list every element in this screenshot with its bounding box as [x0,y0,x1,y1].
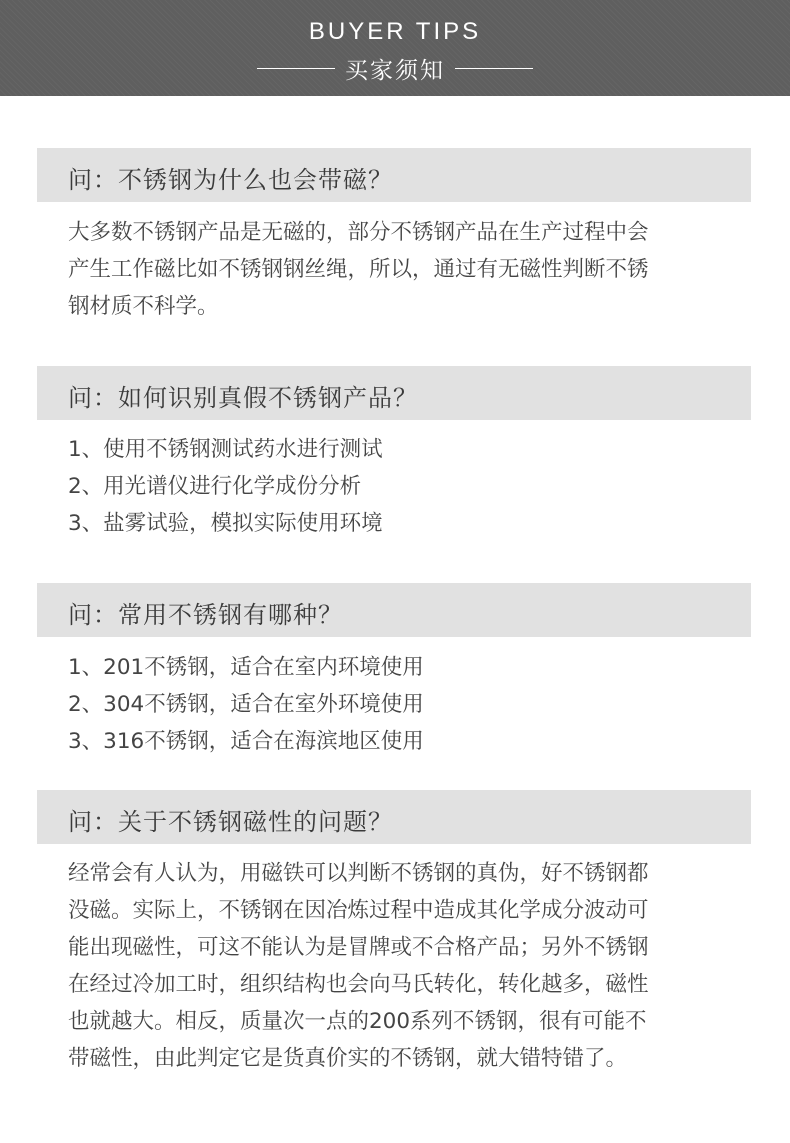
right-divider-line [455,68,533,69]
answer-line: 1、使用不锈钢测试药水进行测试 [68,437,383,462]
left-divider-line [257,68,335,69]
answer-line: 没磁。实际上，不锈钢在因冶炼过程中造成其化学成分波动可 [68,898,649,923]
answer-common-types [68,649,708,760]
question-bar-magnetism [37,148,751,202]
answer-line: 产生工作磁比如不锈钢钢丝绳，所以，通过有无磁性判断不锈 [68,257,649,282]
answer-line: 钢材质不科学。 [68,294,219,319]
answer-line: 带磁性，由此判定它是货真价实的不锈钢，就大错特错了。 [68,1046,628,1071]
answer-line: 1、201不锈钢，适合在室内环境使用 [68,655,424,680]
answer-line: 2、用光谱仪进行化学成份分析 [68,474,362,499]
answer-line: 在经过冷加工时，组织结构也会向马氏转化，转化越多，磁性 [68,972,649,997]
question-title: 问：关于不锈钢磁性的问题？ [68,808,393,836]
question-bar-magnetic-issue [37,790,751,844]
answer-magnetic-issue [68,855,708,1077]
answer-line: 3、盐雾试验，模拟实际使用环境 [68,511,383,536]
question-title: 问：常用不锈钢有哪种？ [68,601,343,629]
answer-identify [68,431,708,542]
question-title: 问：如何识别真假不锈钢产品？ [68,384,418,412]
buyer-tips-header [0,0,790,96]
header-subtitle: 买家须知 [345,58,445,84]
answer-line: 2、304不锈钢，适合在室外环境使用 [68,692,424,717]
answer-line: 经常会有人认为，用磁铁可以判断不锈钢的真伪，好不锈钢都 [68,861,649,886]
question-bar-common-types [37,583,751,637]
question-bar-identify [37,366,751,420]
answer-line: 也就越大。相反，质量次一点的200系列不锈钢，很有可能不 [68,1009,647,1034]
header-title: BUYER TIPS [308,18,482,45]
question-title: 问：不锈钢为什么也会带磁？ [68,166,393,194]
answer-line: 能出现磁性，可这不能认为是冒牌或不合格产品；另外不锈钢 [68,935,649,960]
header-subtitle-row [0,52,790,85]
answer-line: 3、316不锈钢，适合在海滨地区使用 [68,729,424,754]
answer-magnetism [68,214,708,325]
answer-line: 大多数不锈钢产品是无磁的，部分不锈钢产品在生产过程中会 [68,220,649,245]
